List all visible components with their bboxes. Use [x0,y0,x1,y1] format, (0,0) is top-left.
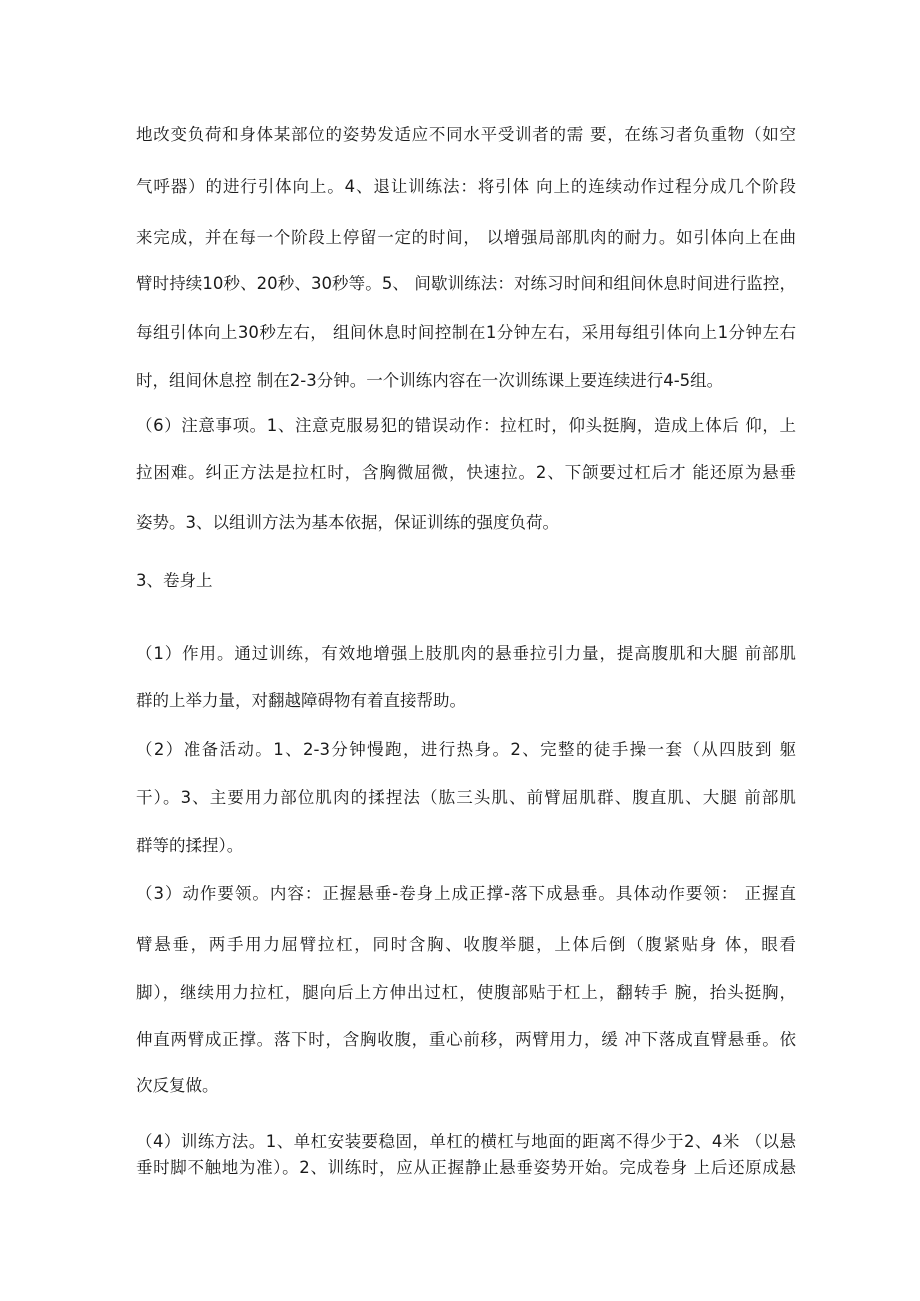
text-line: 干）。3、主要用力部位肌肉的揉捏法（肱三头肌、前臂屈肌群、腹直肌、大腿 前部肌 [136,788,796,807]
text-line: 群等的揉捏）。 [136,836,244,855]
text-line: 时，组间休息控 制在2-3分钟。一个训练内容在一次训练课上要连续进行4-5组。 [136,371,724,390]
text-line: 气呼器）的进行引体向上。4、退让训练法：将引体 向上的连续动作过程分成几个阶段 [136,177,796,196]
text-line: 来完成，并在每一个阶段上停留一定的时间， 以增强局部肌肉的耐力。如引体向上在曲 [136,228,796,247]
text-line: 姿势。3、以组训方法为基本依据，保证训练的强度负荷。 [136,513,559,532]
text-line: （3）动作要领。内容：正握悬垂-卷身上成正撑-落下成悬垂。具体动作要领： 正握直 [136,884,796,903]
text-line: 拉困难。纠正方法是拉杠时，含胸微屈微，快速拉。2、下颌要过杠后才 能还原为悬垂 [136,463,796,482]
text-line: 群的上举力量，对翻越障碍物有着直接帮助。 [136,691,466,710]
text-line: 伸直两臂成正撑。落下时，含胸收腹，重心前移，两臂用力，缓 冲下落成直臂悬垂。依 [136,1030,796,1049]
text-line: 垂时脚不触地为准）。2、训练时，应从正握静止悬垂姿势开始。完成卷身 上后还原成悬 [136,1158,796,1177]
text-line: 臂悬垂，两手用力屈臂拉杠，同时含胸、收腹举腿，上体后倒（腹紧贴身 体，眼看 [136,935,796,954]
text-line: （1）作用。通过训练，有效地增强上肢肌肉的悬垂拉引力量，提高腹肌和大腿 前部肌 [136,644,796,663]
text-line: （4）训练方法。1、单杠安装要稳固，单杠的横杠与地面的距离不得少于2、4米 （以悬 [136,1132,796,1151]
text-line: 次反复做。 [136,1076,219,1095]
text-line: （2）准备活动。1、2-3分钟慢跑，进行热身。2、完整的徒手操一套（从四肢到 躯 [136,740,796,759]
text-line: 臂时持续10秒、20秒、30秒等。5、 间歇训练法：对练习时间和组间休息时间进行监控， [136,274,796,293]
section-heading: 3、卷身上 [136,571,213,590]
text-line: （6）注意事项。1、注意克服易犯的错误动作：拉杠时，仰头挺胸，造成上体后 仰，上 [136,416,796,435]
text-line: 每组引体向上30秒左右， 组间休息时间控制在1分钟左右，采用每组引体向上1分钟左右 [136,323,796,342]
text-line: 地改变负荷和身体某部位的姿势发适应不同水平受训者的需 要，在练习者负重物（如空 [136,125,796,144]
text-line: 脚），继续用力拉杠，腿向后上方伸出过杠，使腹部贴于杠上，翻转手 腕，抬头挺胸， [136,983,796,1002]
